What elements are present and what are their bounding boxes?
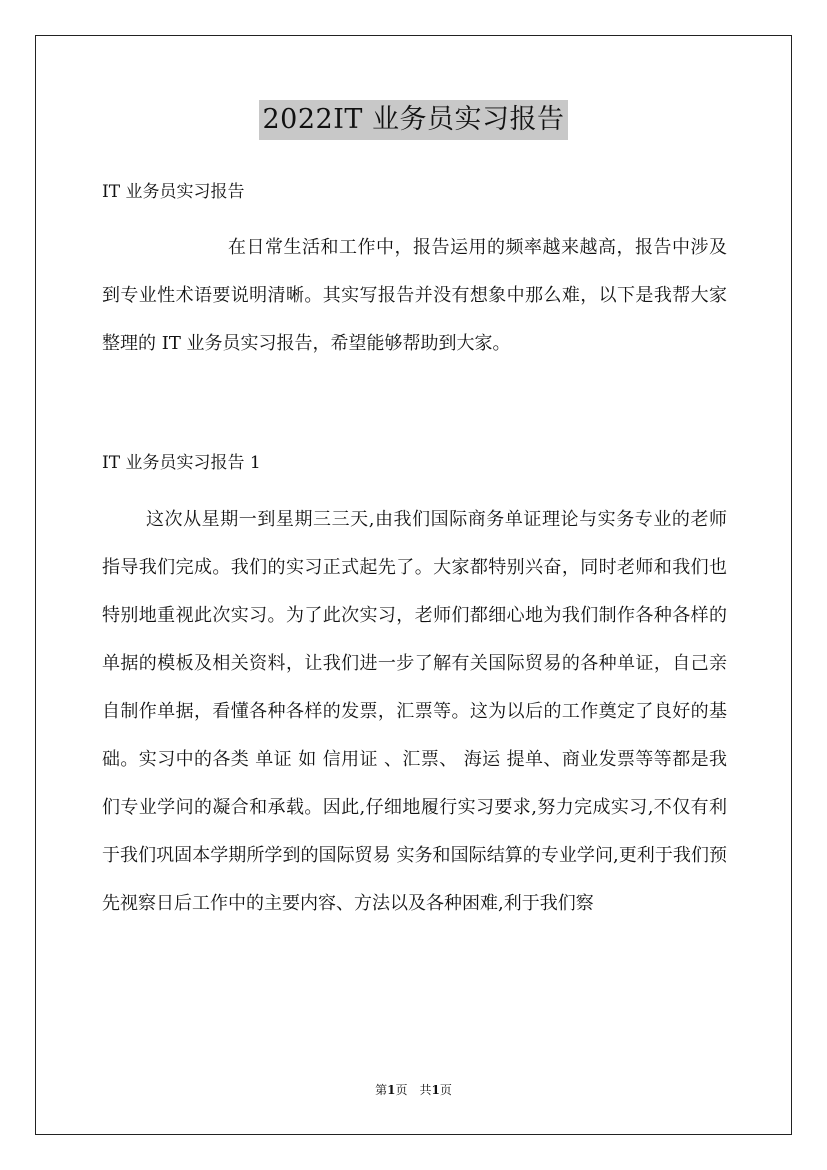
title-container [0, 100, 827, 140]
body-paragraph: 这次从星期一到星期三三天,由我们国际商务单证理论与实务专业的老师指导我们完成。我们的实习正式起先了。大家都特别兴奋，同时老师和我们也特别地重视此次实习。为了此次实习，老师们都细心地为我们制作各种各样的单据的模板及相关资料，让我们进一步了解有关国际贸易的各种单证，自己亲自制作单据，看懂各种各样的发票，汇票等。这为以后的工作奠定了良好的基础。实习中的各类 单证 如 信用证 、汇票、 海运 提单、商业发票等等都是我们专业学问的凝合和承载。因此,仔细地履行实习要求,努力完成实习,不仅有利于我们巩固本学期所学到的国际贸易 实务和国际结算的专业学问,更利于我们预先视察日后工作中的主要内容、方法以及各种困难,利于我们察 [102, 509, 727, 914]
footer-mid: 页 共 [395, 1083, 432, 1097]
footer-suffix: 页 [439, 1083, 452, 1097]
footer-prefix: 第 [375, 1083, 388, 1097]
page-footer [0, 1080, 827, 1100]
intro-paragraph: 在日常生活和工作中，报告运用的频率越来越高，报告中涉及到专业性术语要说明清晰。其实写报告并没有想象中那么难，以下是我帮大家整理的 IT 业务员实习报告，希望能够帮助到大家。 [102, 237, 727, 354]
document-title: 2022IT 业务员实习报告 [259, 100, 569, 140]
footer-page-current: 1 [387, 1083, 396, 1097]
document-subtitle: IT 业务员实习报告 [102, 182, 245, 202]
section-heading: IT 业务员实习报告 1 [102, 453, 261, 473]
footer-page-total: 1 [431, 1083, 440, 1097]
